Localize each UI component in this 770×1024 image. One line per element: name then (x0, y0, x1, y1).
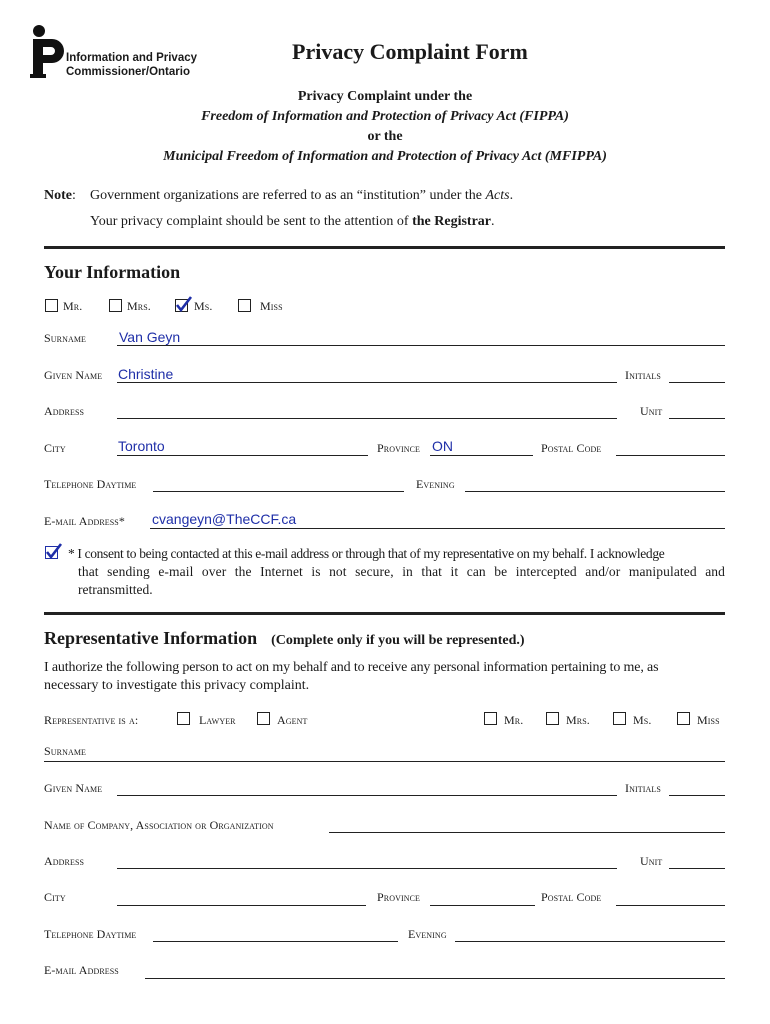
subtitle-line2: Freedom of Information and Protection of Privacy Act (FIPPA) (201, 109, 569, 124)
rep-label-evening: Evening (408, 927, 447, 941)
checkbox-agent[interactable] (257, 712, 270, 725)
rep-label-miss: Miss (697, 713, 720, 727)
rep-surname-field[interactable] (44, 761, 725, 762)
rep-checkbox-miss[interactable] (677, 712, 690, 725)
given-name-value: Christine (118, 366, 174, 382)
rep-intro-line2: necessary to investigate this privacy complaint. (44, 678, 310, 693)
note-line2-b: the Registrar (412, 214, 492, 229)
rep-label-telephone: Telephone Daytime (44, 927, 137, 941)
checkbox-lawyer[interactable] (177, 712, 190, 725)
province-field[interactable] (430, 455, 533, 456)
rep-label-given-name: Given Name (44, 781, 103, 795)
note-line1: Government organizations are referred to as an “institution” under the Acts. (90, 188, 514, 203)
label-surname: Surname (44, 331, 87, 345)
rep-label-postal-code: Postal Code (541, 890, 602, 904)
rep-info-heading (44, 628, 525, 649)
consent-text (68, 545, 725, 599)
consent-line2: that sending e-mail over the Internet is not secure, in that it can be intercepted and/or manipulated and (78, 564, 725, 579)
label-ms: Ms. (194, 299, 213, 313)
rep-given-name-field[interactable] (117, 795, 617, 796)
rep-label-ms: Ms. (633, 713, 652, 727)
checkbox-miss[interactable] (238, 299, 251, 312)
surname-field[interactable] (117, 345, 725, 346)
label-agent: Agent (277, 713, 308, 727)
label-mr: Mr. (63, 299, 83, 313)
rep-label-mr: Mr. (504, 713, 524, 727)
logo-line1: Information and Privacy (66, 52, 198, 64)
ipc-logo (30, 24, 64, 80)
rep-checkbox-mr[interactable] (484, 712, 497, 725)
evening-field[interactable] (465, 491, 725, 492)
rep-label-email: E-mail Address (44, 963, 119, 977)
label-unit: Unit (640, 404, 663, 418)
ipc-logo-icon (30, 24, 64, 80)
note-label-text: Note (44, 188, 72, 203)
rep-evening-field[interactable] (455, 941, 725, 942)
note-line2: Your privacy complaint should be sent to the attention of the Registrar. (90, 214, 495, 229)
surname-value: Van Geyn (119, 329, 181, 345)
postal-code-field[interactable] (616, 455, 725, 456)
rep-postal-code-field[interactable] (616, 905, 725, 906)
note-line1-a: Government organizations are referred to as an “institution” under the (90, 188, 486, 203)
rep-province-field[interactable] (430, 905, 535, 906)
province-value: ON (432, 438, 453, 454)
initials-field[interactable] (669, 382, 725, 383)
rep-label-address: Address (44, 854, 85, 868)
label-miss: Miss (260, 299, 283, 313)
label-initials: Initials (625, 368, 661, 382)
unit-field[interactable] (669, 418, 725, 419)
subtitle-line4: Municipal Freedom of Information and Protection of Privacy Act (MFIPPA) (163, 149, 607, 164)
consent-line1: * I consent to being contacted at this e-mail address or through that of my representative on my behalf. I acknowledge (68, 546, 665, 561)
rep-label-unit: Unit (640, 854, 663, 868)
label-address: Address (44, 404, 85, 418)
rep-telephone-field[interactable] (153, 941, 398, 942)
note-line2-a: Your privacy complaint should be sent to the attention of (90, 214, 413, 229)
note-line1-b: Acts (485, 188, 510, 203)
city-field[interactable] (117, 455, 368, 456)
page-title: Privacy Complaint Form (292, 39, 528, 64)
subtitle-line3: or the (367, 129, 403, 144)
checkbox-mrs[interactable] (109, 299, 122, 312)
rep-city-field[interactable] (117, 905, 366, 906)
address-field[interactable] (117, 418, 617, 419)
logo-text (66, 51, 197, 79)
city-value: Toronto (118, 438, 165, 454)
checkmark-icon (175, 296, 193, 312)
email-value: cvangeyn@TheCCF.ca (152, 511, 297, 527)
label-postal-code: Postal Code (541, 441, 602, 455)
rep-label-company: Name of Company, Association or Organization (44, 818, 274, 832)
label-city: City (44, 441, 66, 455)
note-label: Note: (44, 188, 76, 203)
rep-label-surname: Surname (44, 744, 87, 758)
label-given-name: Given Name (44, 368, 103, 382)
divider-1 (44, 246, 725, 249)
label-rep-is-a: Representative is a: (44, 713, 139, 727)
consent-checkmark-icon (45, 543, 63, 559)
rep-checkbox-ms[interactable] (613, 712, 626, 725)
rep-subheading: (Complete only if you will be represented.) (271, 633, 525, 648)
consent-line3: retransmitted. (78, 582, 153, 597)
subtitle-line1: Privacy Complaint under the (297, 89, 473, 104)
consent-checkbox[interactable] (45, 546, 58, 559)
rep-label-mrs: Mrs. (566, 713, 590, 727)
rep-checkbox-mrs[interactable] (546, 712, 559, 725)
divider-2 (44, 612, 725, 615)
rep-heading-text: Representative Information (44, 628, 258, 648)
rep-label-city: City (44, 890, 66, 904)
rep-label-province: Province (377, 890, 421, 904)
label-email: E-mail Address* (44, 514, 125, 528)
rep-unit-field[interactable] (669, 868, 725, 869)
rep-email-field[interactable] (145, 978, 725, 979)
rep-intro-line1: I authorize the following person to act on my behalf and to receive any personal information pertaining to me, as (44, 660, 659, 675)
your-info-heading: Your Information (44, 262, 181, 282)
logo-line2: Commissioner/Ontario (66, 66, 190, 78)
email-field[interactable] (150, 528, 725, 529)
rep-address-field[interactable] (117, 868, 617, 869)
checkbox-mr[interactable] (45, 299, 58, 312)
checkbox-ms[interactable] (175, 299, 188, 312)
label-mrs: Mrs. (127, 299, 151, 313)
label-province: Province (377, 441, 421, 455)
telephone-field[interactable] (153, 491, 404, 492)
rep-company-field[interactable] (329, 832, 725, 833)
given-name-field[interactable] (117, 382, 617, 383)
rep-intro (44, 659, 725, 695)
rep-label-initials: Initials (625, 781, 661, 795)
label-telephone: Telephone Daytime (44, 477, 137, 491)
label-lawyer: Lawyer (199, 713, 236, 727)
label-evening: Evening (416, 477, 455, 491)
rep-initials-field[interactable] (669, 795, 725, 796)
